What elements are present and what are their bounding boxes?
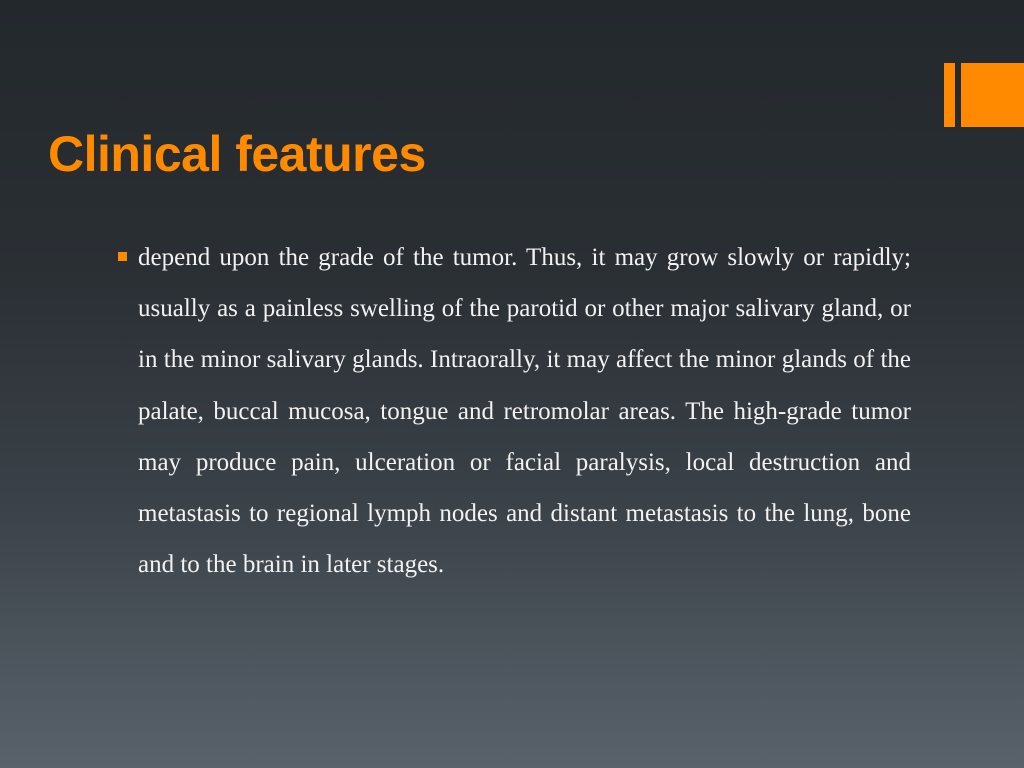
bullet-text: depend upon the grade of the tumor. Thus, it may grow slowly or rapidly; usually as a painless swelling of the parotid or other major salivary gland, or in the minor salivary glands. Intraorally, it may affect the minor glands of the palate, buccal mucosa, tongue and retromolar areas. The high-grade tumor may produce pain, ulceration or facial paralysis, local destruction and metastasis to regional lymph nodes and distant metastasis to the lung, bone and to the brain in later stages. [138, 244, 911, 579]
square-bullet-icon [118, 252, 127, 261]
slide-content [118, 232, 911, 590]
slide-title: Clinical features [48, 126, 426, 182]
bullet-item [118, 232, 911, 590]
accent-bar-thin [944, 63, 955, 127]
accent-bar-thick [961, 63, 1024, 127]
